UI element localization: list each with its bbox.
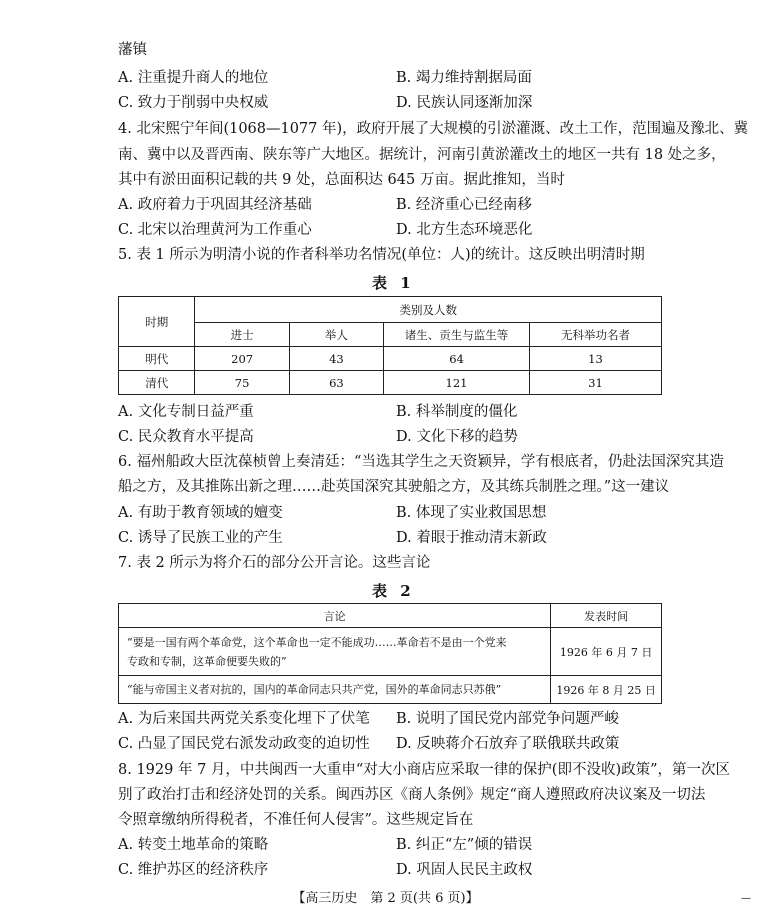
table-2-quote	[119, 676, 551, 704]
q3-stem-tail: 藩镇	[118, 42, 147, 58]
table-2-date: 1926 年 8 月 25 日	[551, 676, 662, 704]
table-2-caption: 表 2	[372, 582, 415, 600]
table-1-cell: 63	[289, 371, 383, 395]
table-1-col-header: 诸生、贡生与监生等	[384, 323, 530, 347]
q3-option-a: A. 注重提升商人的地位	[118, 70, 269, 86]
q4-option-c: C. 北宋以治理黄河为工作重心	[118, 222, 312, 238]
table-1-cell: 31	[529, 371, 661, 395]
table-2-quote-line: “要是一国有两个革命党，这个革命也一定不能成功……革命若不是由一个党来	[127, 635, 507, 649]
table-1-group-header: 类别及人数	[195, 297, 662, 323]
table-2-quote	[119, 628, 551, 676]
table-1-cell: 13	[529, 347, 661, 371]
table-2-date-header: 发表时间	[551, 604, 662, 628]
q7-option-c: C. 凸显了国民党右派发动政变的迫切性	[118, 736, 370, 752]
q5-option-d: D. 文化下移的趋势	[396, 429, 518, 445]
q7-option-b: B. 说明了国民党内部党争问题严峻	[396, 711, 619, 727]
table-1-caption: 表 1	[372, 274, 415, 292]
table-1-col-header: 举人	[289, 323, 383, 347]
table-1-period: 明代	[119, 347, 195, 371]
q3-option-c: C. 致力于削弱中央权威	[118, 95, 269, 111]
q3-option-b: B. 竭力维持割据局面	[396, 70, 532, 86]
q6-option-b: B. 体现了实业救国思想	[396, 505, 547, 521]
table-1	[118, 296, 662, 395]
q5-stem: 5. 表 1 所示为明清小说的作者科举功名情况(单位：人)的统计。这反映出明清时期	[118, 247, 645, 263]
q7-stem: 7. 表 2 所示为将介石的部分公开言论。这些言论	[118, 555, 431, 571]
table-row	[119, 347, 662, 371]
q4-option-b: B. 经济重心已经南移	[396, 197, 532, 213]
table-2	[118, 603, 662, 704]
table-1-col-header: 无科举功名者	[529, 323, 661, 347]
q3-option-d: D. 民族认同逐渐加深	[396, 95, 533, 111]
table-1-cell: 207	[195, 347, 289, 371]
table-1-period-header: 时期	[119, 297, 195, 347]
table-1-col-header: 进士	[195, 323, 289, 347]
table-1-cell: 43	[289, 347, 383, 371]
q8-stem-line-3: 令照章缴纳所得税者，不准任何人侵害”。这些规定旨在	[118, 812, 474, 828]
q5-option-b: B. 科举制度的僵化	[396, 404, 518, 420]
q7-option-d: D. 反映蒋介石放弃了联俄联共政策	[396, 736, 620, 752]
table-2-quote-line: “能与帝国主义者对抗的，国内的革命同志只共产党，国外的革命同志只苏俄”	[127, 683, 502, 696]
q8-option-b: B. 纠正“左”倾的错误	[396, 837, 533, 853]
q4-option-d: D. 北方生态环境恶化	[396, 222, 533, 238]
q5-option-c: C. 民众教育水平提高	[118, 429, 254, 445]
q8-option-c: C. 维护苏区的经济秩序	[118, 862, 269, 878]
q8-stem-line-1: 8. 1929 年 7 月，中共闽西一大重申“对大小商店应采取一律的保护(即不没收)政策”，第一次区	[118, 762, 731, 778]
table-2-date: 1926 年 6 月 7 日	[551, 628, 662, 676]
q4-stem-line-1: 4. 北宋熙宁年间(1068—1077 年)，政府开展了大规模的引淤灌溉、改土工作，范围遍及豫北、冀	[118, 121, 749, 137]
q4-stem-line-2: 南、冀中以及晋西南、陕东等广大地区。据统计，河南引黄淤灌改土的地区一共有 18 处之多，	[118, 147, 726, 163]
table-1-cell: 121	[384, 371, 530, 395]
table-2-quote-line: 专政和专制，这革命便要失败的”	[127, 654, 287, 668]
q8-option-a: A. 转变土地革命的策略	[118, 837, 269, 853]
table-1-period: 清代	[119, 371, 195, 395]
table-2-quote-header: 言论	[119, 604, 551, 628]
table-row	[119, 628, 662, 676]
q6-option-a: A. 有助于教育领域的嬗变	[118, 505, 283, 521]
table-1-cell: 64	[384, 347, 530, 371]
corner-mark: —	[741, 893, 751, 904]
q6-option-c: C. 诱导了民族工业的产生	[118, 530, 283, 546]
q4-option-a: A. 政府着力于巩固其经济基础	[118, 197, 312, 213]
q8-stem-line-2: 别了政治打击和经济处罚的关系。闽西苏区《商人条例》规定“商人遵照政府决议案及一切法	[118, 787, 706, 803]
table-1-cell: 75	[195, 371, 289, 395]
q6-stem-line-2: 船之方，及其推陈出新之理……赴英国深究其驶船之方，及其练兵制胜之理。”这一建议	[118, 479, 670, 495]
q4-stem-line-3: 其中有淤田面积记载的共 9 处，总面积达 645 万亩。据此推知，当时	[118, 172, 565, 188]
q6-stem-line-1: 6. 福州船政大臣沈葆桢曾上奏清廷：“当选其学生之天资颖异，学有根底者，仍赴法国深究其造	[118, 454, 724, 470]
table-row	[119, 371, 662, 395]
q7-option-a: A. 为后来国共两党关系变化埋下了伏笔	[118, 711, 370, 727]
q8-option-d: D. 巩固人民民主政权	[396, 862, 533, 878]
table-row	[119, 676, 662, 704]
q5-option-a: A. 文化专制日益严重	[118, 404, 254, 420]
page-footer: 【高三历史 第 2 页(共 6 页)】	[292, 891, 479, 906]
q6-option-d: D. 着眼于推动清末新政	[396, 530, 547, 546]
